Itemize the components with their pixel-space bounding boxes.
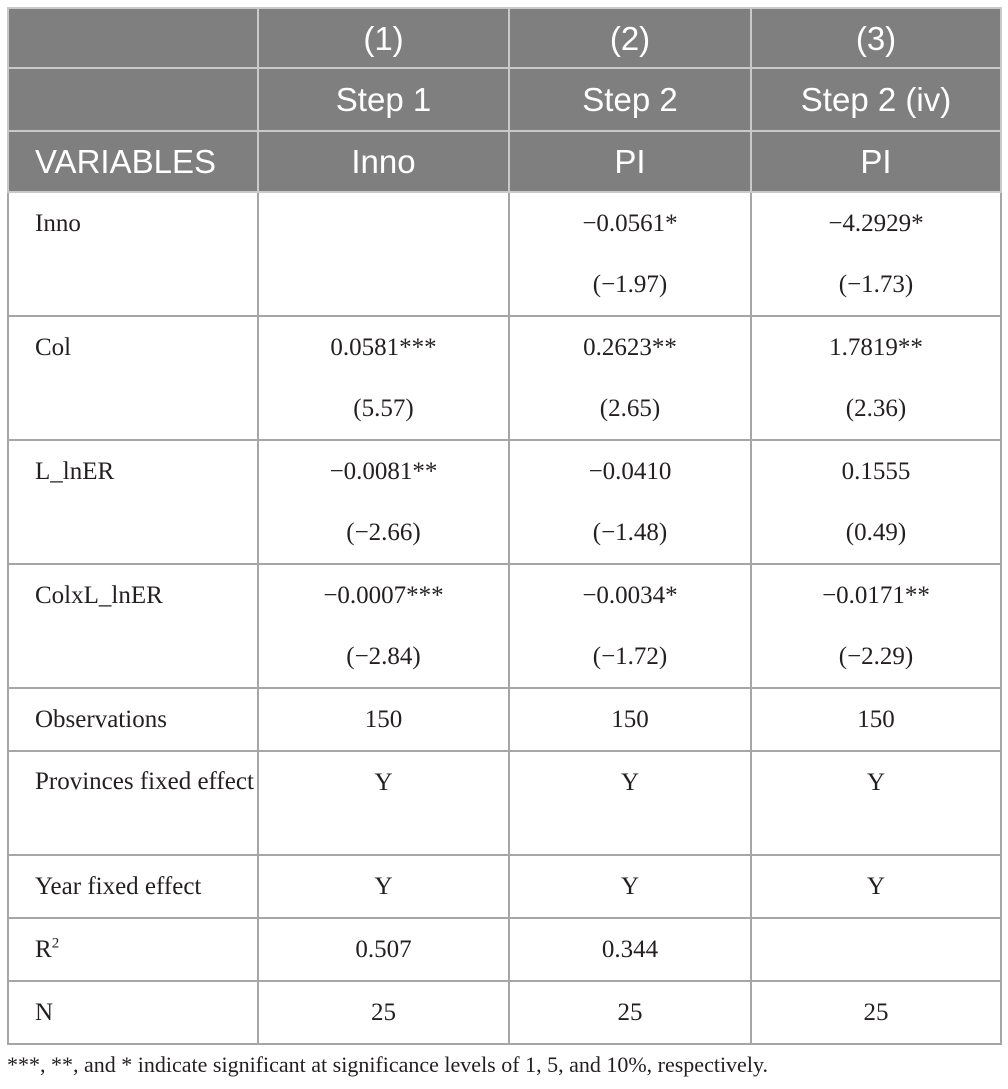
table-cell: 0.2623** (2.65) xyxy=(509,316,751,440)
header-row-model-numbers xyxy=(8,8,1001,68)
row-label: ColxL_lnER xyxy=(8,564,258,688)
table-cell: 0.344 xyxy=(509,918,751,981)
table-cell: 25 xyxy=(258,981,509,1044)
table-cell: 0.1555 (0.49) xyxy=(751,440,1001,564)
table-cell: −0.0561* (−1.97) xyxy=(509,192,751,316)
table-cell: −0.0081** (−2.66) xyxy=(258,440,509,564)
header-cell: Step 2 (iv) xyxy=(751,68,1001,131)
table-cell: −0.0171** (−2.29) xyxy=(751,564,1001,688)
table-row-l-lner xyxy=(8,440,1001,564)
table-cell: 0.507 xyxy=(258,918,509,981)
table-cell: 0.0581*** (5.57) xyxy=(258,316,509,440)
header-row-steps xyxy=(8,68,1001,131)
table-row-year-fixed-effect xyxy=(8,855,1001,918)
table-cell: −4.2929* (−1.73) xyxy=(751,192,1001,316)
table-cell: −0.0007*** (−2.84) xyxy=(258,564,509,688)
row-label: L_lnER xyxy=(8,440,258,564)
row-label: Col xyxy=(8,316,258,440)
row-label: Observations xyxy=(8,688,258,751)
table-cell: Y xyxy=(509,855,751,918)
table-row-observations xyxy=(8,688,1001,751)
row-label: Inno xyxy=(8,192,258,316)
header-cell xyxy=(8,8,258,68)
table-cell xyxy=(258,192,509,316)
table-cell: 25 xyxy=(509,981,751,1044)
table-cell xyxy=(751,918,1001,981)
table-cell: Y xyxy=(258,751,509,855)
table-row-inno xyxy=(8,192,1001,316)
row-label: N xyxy=(8,981,258,1044)
table-row-col xyxy=(8,316,1001,440)
header-cell: (2) xyxy=(509,8,751,68)
table-cell: Y xyxy=(509,751,751,855)
table-cell: Y xyxy=(258,855,509,918)
header-row-variables xyxy=(8,131,1001,192)
row-label: $R^2$ xyxy=(8,918,258,981)
row-label: Provinces fixed effect xyxy=(8,751,258,855)
table-cell: −0.0410 (−1.48) xyxy=(509,440,751,564)
table-row-r-squared xyxy=(8,918,1001,981)
table-cell: 1.7819** (2.36) xyxy=(751,316,1001,440)
header-cell xyxy=(8,68,258,131)
header-cell: (3) xyxy=(751,8,1001,68)
header-cell: Step 2 xyxy=(509,68,751,131)
header-cell: PI xyxy=(751,131,1001,192)
table-cell: 150 xyxy=(258,688,509,751)
table-cell: 25 xyxy=(751,981,1001,1044)
table-row-provinces-fixed-effect xyxy=(8,751,1001,855)
table-row-colxl-lner xyxy=(8,564,1001,688)
table-cell: −0.0034* (−1.72) xyxy=(509,564,751,688)
table-row-n xyxy=(8,981,1001,1044)
row-label: Year fixed effect xyxy=(8,855,258,918)
header-cell-variables: VARIABLES xyxy=(8,131,258,192)
table-cell: Y xyxy=(751,855,1001,918)
table-cell: Y xyxy=(751,751,1001,855)
table-cell: 150 xyxy=(509,688,751,751)
table-cell: 150 xyxy=(751,688,1001,751)
header-cell: Step 1 xyxy=(258,68,509,131)
regression-table xyxy=(7,7,1002,1045)
table-footnote: ***, **, and * indicate significant at significance levels of 1, 5, and 10%, respectively. xyxy=(7,1052,769,1077)
header-cell: PI xyxy=(509,131,751,192)
regression-table-container xyxy=(7,7,1000,1045)
header-cell: (1) xyxy=(258,8,509,68)
header-cell: Inno xyxy=(258,131,509,192)
